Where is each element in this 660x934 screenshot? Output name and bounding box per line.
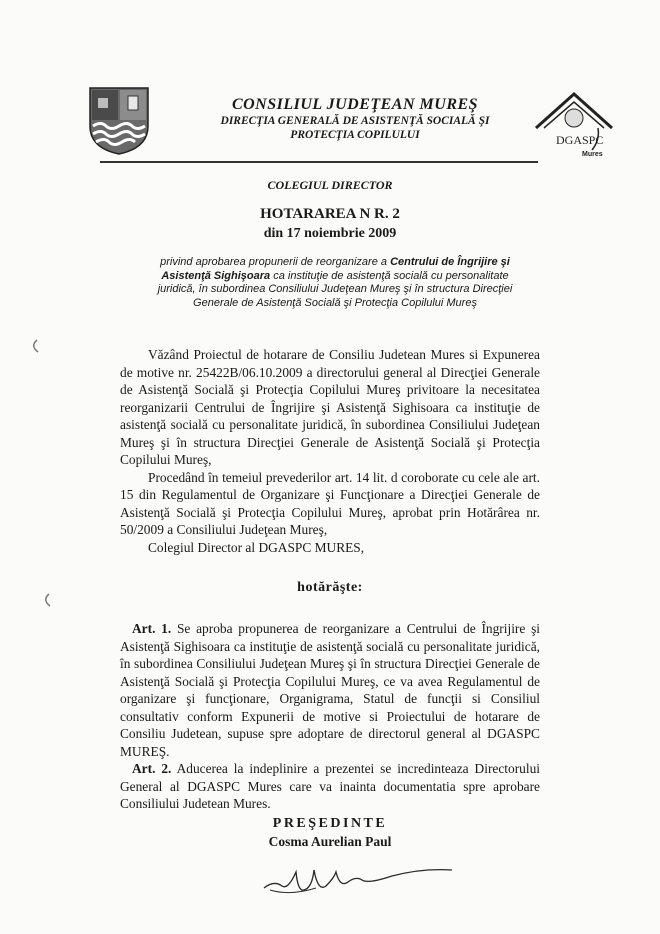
handwritten-signature [262,858,462,908]
subject-center-name: Centrului de Îngrijire şi Asistenţă Sighişoara [161,256,510,282]
dgaspc-logo [532,88,614,172]
decision-title: HOTARAREA N R. 2 [260,206,400,222]
punch-hole-mark [40,592,52,608]
article-1 [120,620,540,760]
body-paragraph-2: Procedând în temeiul prevederilor art. 14 lit. d coroborate cu cele ale art. 15 din Regulamentul de Organizare şi Funcţionare a Direcţiei Generale de Asistenţă Socială şi Protecţia Copilului Mureş, aprobat prin Hotărârea nr. 50/2009 a Consiliului Judeţean Mureş, [120,469,540,537]
decision-subject [150,256,520,310]
president-name: Cosma Aurelian Paul [268,834,392,849]
college-heading: COLEGIUL DIRECTOR [267,178,393,192]
logo-subtext: Mures [582,151,603,158]
articles-section [120,620,540,813]
county-crest-icon [88,86,150,156]
decides-heading: hotărăşte: [297,580,363,595]
body-paragraph-3: Colegiul Director al DGASPC MURES, [148,539,365,555]
directorate-line-1: DIRECŢIA GENERALĂ DE ASISTENŢĂ SOCIALĂ ŞI [220,115,490,127]
decision-body [120,346,540,556]
decision-date: din 17 noiembrie 2009 [263,226,397,241]
article-2-label: Art. 2. [132,761,172,776]
directorate-line-2: PROTECŢIA COPILULUI [290,129,420,141]
logo-text: DGASPC [556,133,604,147]
subject-text-1: privind aprobarea propunerii de reorganizare a [160,256,391,268]
punch-hole-mark [28,338,40,354]
header-divider [100,161,538,163]
article-2-text: Aducerea la indeplinire a prezentei se incredinteaza Directorului General al DGASPC Mures care va inainta documentatia spre aprobare Consiliului Judetean Mures. [120,761,540,811]
council-name: CONSILIUL JUDEŢEAN MUREŞ [231,96,479,113]
article-1-label: Art. 1. [132,621,172,636]
institution-header [160,96,550,142]
president-title: PREŞEDINTE [272,816,388,831]
article-2 [120,760,540,813]
subject-text-2: ca instituţie de asistenţă socială cu personalitate juridică, în subordinea Consiliului Judeţean Mureş şi în structura Direcţiei Generale de Asistenţă Socială şi Protecţia Copilului Mureş [157,269,513,309]
body-paragraph-1: Văzând Proiectul de hotarare de Consiliu Judetean Mures si Expunerea de motive nr. 25422B/06.10.2009 a directorului general al Direcţiei Generale de Asistenţă Socială şi Protecţia Copilului Mureş privitoare la necesitatea reorganizarii Centrului de Îngrijire şi Asistenţă Sighisoara ca instituţie de asistenţă socială cu personalitate juridică, în subordinea Consiliului Judeţean Mureş şi în structura Direcţiei Generale de Asistenţă Socială şi Protecţia Copilului Mureş, [120,347,540,467]
article-1-text: Se aproba propunerea de reorganizare a Centrului de Îngrijire şi Asistenţă Sighisoara ca instituţie de asistenţă socială cu personalitate juridică, în subordinea Consiliului Judeţean Mureş şi în structura Direcţiei Generale de Asistenţă Socială şi Protecţia Copilului Mureş, ce va avea Regulamentul de organizare şi funcţionare, Organigrama, Statul de funcţii si Consiliul consultativ conform Expunerii de motive si Proiectului de hotarare de Consiliu Judetean, supuse spre adoptare de directorul general al DGASPC MUREŞ. [120,621,540,759]
